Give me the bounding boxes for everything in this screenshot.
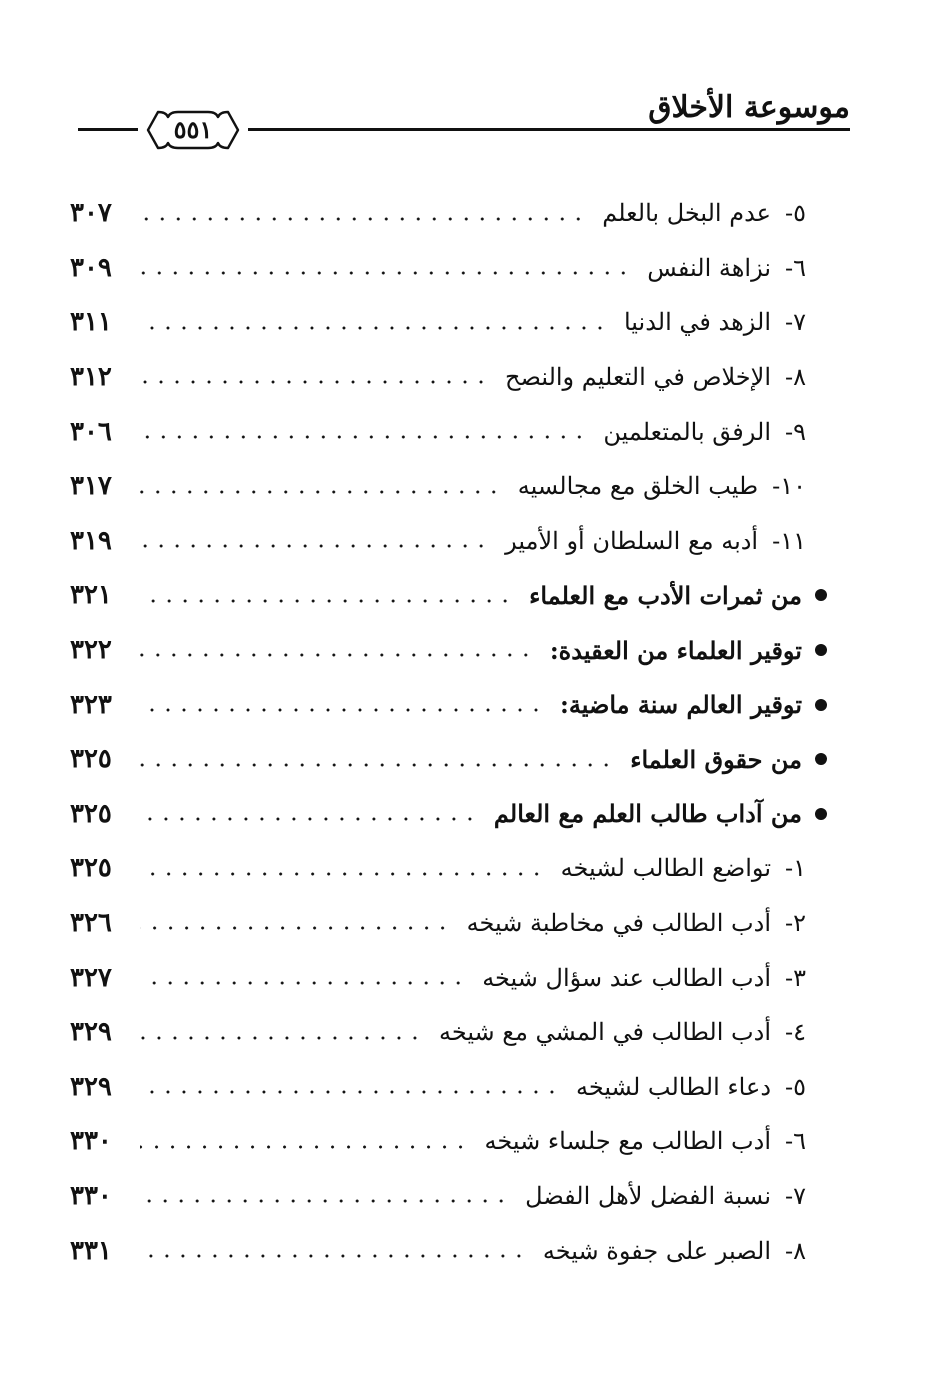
toc-entry-page: ٣٢٩ — [70, 1017, 112, 1048]
toc-entry-number: ٦- — [785, 253, 806, 282]
toc-entry-page: ٣٣١ — [70, 1235, 112, 1266]
toc-entry-title: أدبه مع السلطان أو الأمير — [505, 526, 759, 555]
bullet-icon — [812, 696, 830, 714]
toc-entry-title: توقير العلماء من العقيدة: — [549, 635, 802, 665]
toc-entry-page: ٣١٩ — [70, 525, 112, 556]
dot-leader — [140, 807, 478, 831]
toc-entry — [70, 1005, 830, 1060]
bullet-icon — [812, 750, 830, 768]
dot-leader — [140, 207, 586, 231]
bullet-icon — [812, 586, 830, 604]
toc-entry-page: ٣٢٣ — [70, 689, 112, 720]
dot-leader — [140, 698, 544, 722]
dot-leader — [140, 480, 502, 504]
toc-entry-title: الإخلاص في التعليم والنصح — [505, 363, 771, 392]
toc-entry-title: أدب الطالب عند سؤال شيخه — [482, 963, 771, 992]
toc-entry — [70, 1223, 830, 1278]
dot-leader — [140, 589, 513, 613]
toc-entry — [70, 623, 830, 678]
toc-entry-number: ١٠- — [772, 472, 806, 501]
toc-entry — [70, 186, 830, 241]
toc-entry-number: ١١- — [772, 526, 806, 555]
toc-entry — [70, 1169, 830, 1224]
toc-entry-page: ٣٠٦ — [70, 416, 112, 447]
page-number-badge — [144, 108, 242, 152]
toc-entry — [70, 1114, 830, 1169]
dot-leader — [140, 753, 614, 777]
toc-entry — [70, 732, 830, 787]
toc-entry-page: ٣٢٥ — [70, 744, 112, 775]
toc-entry-number: ٧- — [785, 308, 806, 337]
toc-entry-title: الزهد في الدنيا — [623, 308, 771, 337]
toc-entry-number: ٦- — [785, 1127, 806, 1156]
toc-entry-title: نزاهة النفس — [647, 253, 771, 282]
toc-entry-page: ٣٢١ — [70, 580, 112, 611]
toc-entry-number: ٨- — [785, 363, 806, 392]
bullet-icon — [812, 641, 830, 659]
toc-entry-number: ٥- — [785, 199, 806, 228]
toc-entry-number: ٨- — [785, 1236, 806, 1265]
toc-entry-title: دعاء الطالب لشيخه — [575, 1072, 771, 1101]
toc-entry-page: ٣٢٦ — [70, 908, 112, 939]
toc-entry-number: ٩- — [785, 417, 806, 446]
dot-leader — [140, 425, 587, 449]
toc-entry-page: ٣٢٢ — [70, 635, 112, 666]
toc-entry — [70, 896, 830, 951]
toc-entry-page: ٣١٢ — [70, 362, 112, 393]
dot-leader — [140, 1080, 560, 1104]
toc-entry-page: ٣٢٩ — [70, 1071, 112, 1102]
toc-entry-page: ٣١١ — [70, 307, 112, 338]
toc-entry-number: ٧- — [785, 1181, 806, 1210]
toc-entry-page: ٣٢٥ — [70, 853, 112, 884]
dot-leader — [140, 534, 489, 558]
toc-entry-title: نسبة الفضل لأهل الفضل — [525, 1181, 771, 1210]
dot-leader — [140, 643, 534, 667]
toc-entry-title: من ثمرات الأدب مع العلماء — [529, 580, 802, 610]
page-number: ٥٥١ — [173, 115, 213, 144]
toc-entry-number: ٣- — [785, 963, 806, 992]
toc-entry-title: من آداب طالب العلم مع العالم — [493, 799, 802, 829]
dot-leader — [140, 1244, 527, 1268]
toc-entry — [70, 241, 830, 296]
toc-entry — [70, 350, 830, 405]
toc-entry — [70, 514, 830, 569]
toc-entry-page: ٣٣٠ — [70, 1180, 112, 1211]
book-title: موسوعة الأخلاق — [648, 90, 850, 125]
toc-entry-page: ٣٠٩ — [70, 252, 112, 283]
toc-entry — [70, 459, 830, 514]
toc-entry — [70, 1060, 830, 1115]
toc-entry-number: ٥- — [785, 1072, 806, 1101]
dot-leader — [140, 862, 545, 886]
toc-entry-title: من حقوق العلماء — [630, 744, 802, 774]
running-header — [78, 88, 850, 158]
bullet-icon — [812, 805, 830, 823]
toc-entry — [70, 787, 830, 842]
dot-leader — [140, 916, 451, 940]
toc-entry-number: ٤- — [785, 1018, 806, 1047]
table-of-contents — [70, 186, 830, 1278]
toc-entry — [70, 404, 830, 459]
toc-entry-title: طيب الخلق مع مجالسيه — [517, 472, 759, 501]
toc-entry-page: ٣٢٥ — [70, 798, 112, 829]
toc-entry-title: توقير العالم سنة ماضية: — [560, 690, 802, 720]
header-rule-left — [78, 128, 138, 131]
toc-entry — [70, 950, 830, 1005]
header-rule-right — [248, 128, 850, 131]
toc-entry-title: عدم البخل بالعلم — [602, 199, 771, 228]
toc-entry-title: أدب الطالب في مخاطبة شيخه — [466, 909, 771, 938]
toc-entry — [70, 841, 830, 896]
dot-leader — [140, 1026, 423, 1050]
toc-entry-page: ٣٣٠ — [70, 1126, 112, 1157]
toc-entry-number: ٢- — [785, 909, 806, 938]
toc-entry-title: أدب الطالب مع جلساء شيخه — [484, 1127, 771, 1156]
toc-entry-number: ١- — [785, 854, 806, 883]
dot-leader — [140, 370, 489, 394]
dot-leader — [140, 1135, 469, 1159]
toc-entry-title: الصبر على جفوة شيخه — [542, 1236, 771, 1265]
toc-entry — [70, 568, 830, 623]
toc-entry-page: ٣١٧ — [70, 471, 112, 502]
dot-leader — [140, 316, 608, 340]
toc-entry — [70, 677, 830, 732]
dot-leader — [140, 971, 466, 995]
toc-entry-page: ٣٢٧ — [70, 962, 112, 993]
toc-entry-page: ٣٠٧ — [70, 198, 112, 229]
toc-entry-title: أدب الطالب في المشي مع شيخه — [438, 1018, 771, 1047]
toc-entry-title: تواضع الطالب لشيخه — [560, 854, 771, 883]
toc-entry — [70, 295, 830, 350]
dot-leader — [140, 1189, 509, 1213]
dot-leader — [140, 261, 631, 285]
toc-entry-title: الرفق بالمتعلمين — [603, 417, 771, 446]
